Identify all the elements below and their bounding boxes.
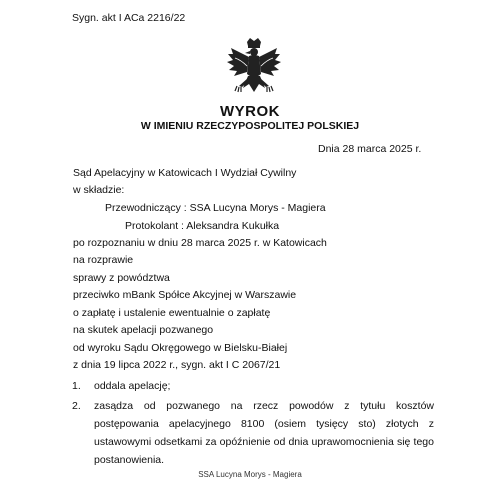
ruling-number: 2. <box>72 400 81 412</box>
polish-eagle-emblem-icon <box>225 36 283 102</box>
ruling-text: zasądza od pozwanego na rzecz powodów z tytułu kosztów postępowania apelacyjnego 8100 (osiem tysięcy sto) złotych z ustawowymi odsetkami za opóźnienie od dnia uprawomocnienia się tego postanowienia. <box>94 400 434 466</box>
ruling-list <box>72 377 434 471</box>
court-name: Sąd Apelacyjny w Katowicach I Wydział Cywilny <box>73 167 297 179</box>
document-subtitle: W IMIENIU RZECZYPOSPOLITEJ POLSKIEJ <box>140 120 360 132</box>
court-clerk: Protokolant : Aleksandra Kukułka <box>125 220 280 232</box>
hearing-info: po rozpoznaniu w dniu 28 marca 2025 r. w Katowicach <box>73 237 327 249</box>
lower-court-judgment: od wyroku Sądu Okręgowego w Bielsku-Białej <box>73 342 288 354</box>
document-title: WYROK <box>220 103 280 120</box>
defendant: przeciwko mBank Spółce Akcyjnej w Warszawie <box>73 289 297 301</box>
ruling-item <box>72 397 434 469</box>
lower-court-judgment-date: z dnia 19 lipca 2022 r., sygn. akt I C 2067/21 <box>73 359 281 371</box>
case-origin: sprawy z powództwa <box>73 272 170 284</box>
session-type: na rozprawie <box>73 254 134 266</box>
presiding-judge: Przewodniczący : SSA Lucyna Morys - Magiera <box>105 202 326 214</box>
judgment-date: Dnia 28 marca 2025 r. <box>318 143 422 155</box>
ruling-number: 1. <box>72 380 81 392</box>
ruling-text: oddala apelację; <box>94 380 171 392</box>
appeal-info: na skutek apelacji pozwanego <box>73 324 214 336</box>
case-number: Sygn. akt I ACa 2216/22 <box>72 12 186 24</box>
composition-label: w składzie: <box>73 184 125 196</box>
case-subject: o zapłatę i ustalenie ewentualnie o zapłatę <box>73 307 271 319</box>
footer-signature: SSA Lucyna Morys - Magiera <box>198 470 302 479</box>
ruling-item <box>72 377 434 395</box>
